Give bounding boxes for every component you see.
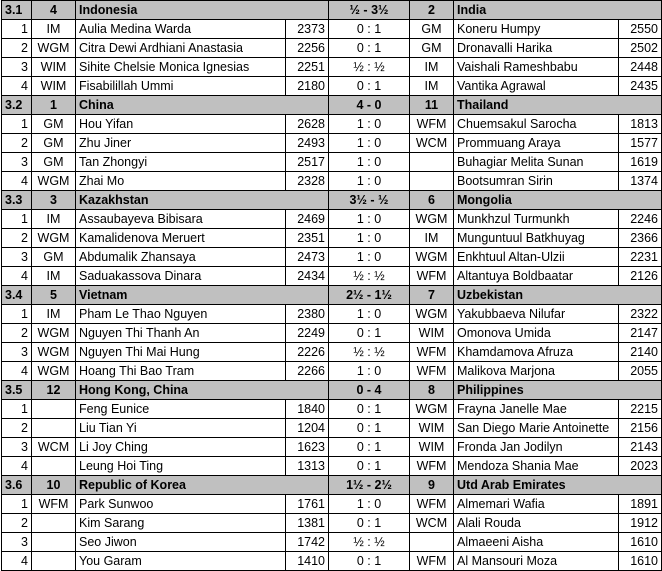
player1-name: Pham Le Thao Nguyen bbox=[76, 305, 286, 324]
table-row bbox=[2, 400, 662, 419]
board-number: 1 bbox=[2, 210, 32, 229]
match-number: 3.1 bbox=[2, 1, 32, 20]
team2-rank: 11 bbox=[410, 96, 454, 115]
player1-title: WGM bbox=[32, 362, 76, 381]
player2-rating: 2550 bbox=[619, 20, 662, 39]
game-result: 0 : 1 bbox=[329, 77, 410, 96]
player1-name: Seo Jiwon bbox=[76, 533, 286, 552]
table-row bbox=[2, 172, 662, 191]
team1-name: Indonesia bbox=[76, 1, 329, 20]
player2-title: WGM bbox=[410, 248, 454, 267]
player1-name: Leung Hoi Ting bbox=[76, 457, 286, 476]
player1-rating: 1840 bbox=[286, 400, 329, 419]
player2-title: WGM bbox=[410, 210, 454, 229]
player2-name: Buhagiar Melita Sunan bbox=[454, 153, 619, 172]
player1-name: Park Sunwoo bbox=[76, 495, 286, 514]
player1-name: Assaubayeva Bibisara bbox=[76, 210, 286, 229]
board-number: 4 bbox=[2, 552, 32, 571]
player2-title: WCM bbox=[410, 514, 454, 533]
player1-rating: 2226 bbox=[286, 343, 329, 362]
player1-rating: 2251 bbox=[286, 58, 329, 77]
player2-title: GM bbox=[410, 20, 454, 39]
team1-rank: 5 bbox=[32, 286, 76, 305]
team2-name: India bbox=[454, 1, 662, 20]
table-row bbox=[2, 533, 662, 552]
player2-rating: 1912 bbox=[619, 514, 662, 533]
board-number: 4 bbox=[2, 457, 32, 476]
player2-rating: 1891 bbox=[619, 495, 662, 514]
player1-title: WGM bbox=[32, 39, 76, 58]
player1-rating: 1410 bbox=[286, 552, 329, 571]
player1-rating: 2328 bbox=[286, 172, 329, 191]
team2-rank: 9 bbox=[410, 476, 454, 495]
player2-name: Omonova Umida bbox=[454, 324, 619, 343]
game-result: 1 : 0 bbox=[329, 172, 410, 191]
team1-name: Hong Kong, China bbox=[76, 381, 329, 400]
player2-rating: 1610 bbox=[619, 533, 662, 552]
player1-rating: 2434 bbox=[286, 267, 329, 286]
player1-name: Kim Sarang bbox=[76, 514, 286, 533]
board-number: 2 bbox=[2, 419, 32, 438]
table-row bbox=[2, 362, 662, 381]
game-result: 0 : 1 bbox=[329, 419, 410, 438]
player1-rating: 2256 bbox=[286, 39, 329, 58]
game-result: 1 : 0 bbox=[329, 134, 410, 153]
player1-name: Abdumalik Zhansaya bbox=[76, 248, 286, 267]
team1-name: Vietnam bbox=[76, 286, 329, 305]
player1-title: GM bbox=[32, 134, 76, 153]
team1-name: Kazakhstan bbox=[76, 191, 329, 210]
board-number: 3 bbox=[2, 58, 32, 77]
team2-name: Utd Arab Emirates bbox=[454, 476, 662, 495]
board-number: 1 bbox=[2, 400, 32, 419]
player1-rating: 2628 bbox=[286, 115, 329, 134]
team2-rank: 8 bbox=[410, 381, 454, 400]
player2-title: WFM bbox=[410, 495, 454, 514]
board-number: 1 bbox=[2, 115, 32, 134]
player2-title: WFM bbox=[410, 552, 454, 571]
team2-rank: 2 bbox=[410, 1, 454, 20]
pairings-table bbox=[1, 0, 662, 571]
player2-title: GM bbox=[410, 39, 454, 58]
player2-name: Koneru Humpy bbox=[454, 20, 619, 39]
pairings-body bbox=[2, 1, 662, 571]
player2-title bbox=[410, 153, 454, 172]
match-score: 0 - 4 bbox=[329, 381, 410, 400]
player1-title: WGM bbox=[32, 324, 76, 343]
player2-name: San Diego Marie Antoinette bbox=[454, 419, 619, 438]
player2-rating: 1813 bbox=[619, 115, 662, 134]
match-header-row bbox=[2, 286, 662, 305]
team2-name: Philippines bbox=[454, 381, 662, 400]
board-number: 2 bbox=[2, 514, 32, 533]
game-result: ½ : ½ bbox=[329, 267, 410, 286]
match-score: 2½ - 1½ bbox=[329, 286, 410, 305]
player1-name: Fisabilillah Ummi bbox=[76, 77, 286, 96]
game-result: 0 : 1 bbox=[329, 400, 410, 419]
board-number: 2 bbox=[2, 39, 32, 58]
player1-name: Liu Tian Yi bbox=[76, 419, 286, 438]
board-number: 1 bbox=[2, 495, 32, 514]
player1-name: Kamalidenova Meruert bbox=[76, 229, 286, 248]
table-row bbox=[2, 210, 662, 229]
player1-title bbox=[32, 533, 76, 552]
player2-name: Almemari Wafia bbox=[454, 495, 619, 514]
player1-title: GM bbox=[32, 248, 76, 267]
player1-rating: 1381 bbox=[286, 514, 329, 533]
match-header-row bbox=[2, 96, 662, 115]
player1-rating: 1623 bbox=[286, 438, 329, 457]
player2-title: WCM bbox=[410, 134, 454, 153]
player1-title: IM bbox=[32, 267, 76, 286]
player2-rating: 2147 bbox=[619, 324, 662, 343]
board-number: 1 bbox=[2, 305, 32, 324]
table-row bbox=[2, 419, 662, 438]
player2-rating: 1610 bbox=[619, 552, 662, 571]
game-result: 1 : 0 bbox=[329, 248, 410, 267]
table-row bbox=[2, 229, 662, 248]
match-number: 3.3 bbox=[2, 191, 32, 210]
player2-name: Mendoza Shania Mae bbox=[454, 457, 619, 476]
player1-name: Nguyen Thi Mai Hung bbox=[76, 343, 286, 362]
player2-rating: 2435 bbox=[619, 77, 662, 96]
table-row bbox=[2, 115, 662, 134]
player2-name: Almaeeni Aisha bbox=[454, 533, 619, 552]
player1-rating: 2266 bbox=[286, 362, 329, 381]
player1-title bbox=[32, 514, 76, 533]
player1-name: You Garam bbox=[76, 552, 286, 571]
player2-name: Fronda Jan Jodilyn bbox=[454, 438, 619, 457]
player2-rating: 2140 bbox=[619, 343, 662, 362]
match-score: 1½ - 2½ bbox=[329, 476, 410, 495]
team1-rank: 4 bbox=[32, 1, 76, 20]
team1-name: Republic of Korea bbox=[76, 476, 329, 495]
board-number: 3 bbox=[2, 343, 32, 362]
team1-rank: 12 bbox=[32, 381, 76, 400]
player2-name: Malikova Marjona bbox=[454, 362, 619, 381]
player2-title: WIM bbox=[410, 419, 454, 438]
game-result: 1 : 0 bbox=[329, 210, 410, 229]
player2-title: WFM bbox=[410, 362, 454, 381]
player1-name: Hou Yifan bbox=[76, 115, 286, 134]
board-number: 3 bbox=[2, 533, 32, 552]
game-result: 1 : 0 bbox=[329, 305, 410, 324]
player2-rating: 2126 bbox=[619, 267, 662, 286]
game-result: 1 : 0 bbox=[329, 229, 410, 248]
game-result: ½ : ½ bbox=[329, 343, 410, 362]
player1-title: IM bbox=[32, 210, 76, 229]
player2-title: IM bbox=[410, 77, 454, 96]
board-number: 2 bbox=[2, 134, 32, 153]
player2-title bbox=[410, 533, 454, 552]
player1-name: Li Joy Ching bbox=[76, 438, 286, 457]
player1-title: GM bbox=[32, 115, 76, 134]
game-result: 1 : 0 bbox=[329, 153, 410, 172]
team2-name: Thailand bbox=[454, 96, 662, 115]
player2-title: IM bbox=[410, 229, 454, 248]
match-score: ½ - 3½ bbox=[329, 1, 410, 20]
game-result: 1 : 0 bbox=[329, 115, 410, 134]
player2-rating: 2215 bbox=[619, 400, 662, 419]
player1-rating: 1204 bbox=[286, 419, 329, 438]
table-row bbox=[2, 77, 662, 96]
player2-rating: 2231 bbox=[619, 248, 662, 267]
player2-rating: 1619 bbox=[619, 153, 662, 172]
game-result: ½ : ½ bbox=[329, 533, 410, 552]
team1-rank: 1 bbox=[32, 96, 76, 115]
match-header-row bbox=[2, 476, 662, 495]
match-header-row bbox=[2, 381, 662, 400]
board-number: 4 bbox=[2, 362, 32, 381]
game-result: 0 : 1 bbox=[329, 438, 410, 457]
board-number: 3 bbox=[2, 248, 32, 267]
player1-title: WIM bbox=[32, 58, 76, 77]
player1-rating: 2469 bbox=[286, 210, 329, 229]
table-row bbox=[2, 20, 662, 39]
table-row bbox=[2, 438, 662, 457]
player2-name: Khamdamova Afruza bbox=[454, 343, 619, 362]
player2-title: IM bbox=[410, 58, 454, 77]
player2-rating: 2502 bbox=[619, 39, 662, 58]
player2-name: Alali Rouda bbox=[454, 514, 619, 533]
player1-name: Hoang Thi Bao Tram bbox=[76, 362, 286, 381]
player2-name: Yakubbaeva Nilufar bbox=[454, 305, 619, 324]
match-score: 4 - 0 bbox=[329, 96, 410, 115]
game-result: 0 : 1 bbox=[329, 20, 410, 39]
player2-rating: 2366 bbox=[619, 229, 662, 248]
player1-name: Aulia Medina Warda bbox=[76, 20, 286, 39]
team1-name: China bbox=[76, 96, 329, 115]
player2-rating: 2448 bbox=[619, 58, 662, 77]
player2-rating: 2156 bbox=[619, 419, 662, 438]
match-header-row bbox=[2, 191, 662, 210]
player2-name: Prommuang Araya bbox=[454, 134, 619, 153]
player1-title bbox=[32, 400, 76, 419]
team1-rank: 3 bbox=[32, 191, 76, 210]
player2-name: Munguntuul Batkhuyag bbox=[454, 229, 619, 248]
table-row bbox=[2, 514, 662, 533]
player1-rating: 2517 bbox=[286, 153, 329, 172]
player1-title: WIM bbox=[32, 77, 76, 96]
match-number: 3.4 bbox=[2, 286, 32, 305]
player1-rating: 2351 bbox=[286, 229, 329, 248]
player2-name: Vaishali Rameshbabu bbox=[454, 58, 619, 77]
player1-title: WGM bbox=[32, 172, 76, 191]
table-row bbox=[2, 324, 662, 343]
player1-title: WFM bbox=[32, 495, 76, 514]
player1-title: WGM bbox=[32, 229, 76, 248]
player1-name: Sihite Chelsie Monica Ignesias bbox=[76, 58, 286, 77]
table-row bbox=[2, 248, 662, 267]
player1-title: IM bbox=[32, 20, 76, 39]
team2-name: Mongolia bbox=[454, 191, 662, 210]
table-row bbox=[2, 552, 662, 571]
player1-name: Zhai Mo bbox=[76, 172, 286, 191]
player2-title: WIM bbox=[410, 324, 454, 343]
board-number: 2 bbox=[2, 324, 32, 343]
board-number: 2 bbox=[2, 229, 32, 248]
player1-name: Tan Zhongyi bbox=[76, 153, 286, 172]
table-row bbox=[2, 457, 662, 476]
table-row bbox=[2, 267, 662, 286]
board-number: 4 bbox=[2, 267, 32, 286]
player1-title bbox=[32, 552, 76, 571]
player1-rating: 2493 bbox=[286, 134, 329, 153]
player2-name: Enkhtuul Altan-Ulzii bbox=[454, 248, 619, 267]
board-number: 4 bbox=[2, 77, 32, 96]
player2-name: Chuemsakul Sarocha bbox=[454, 115, 619, 134]
player1-rating: 2373 bbox=[286, 20, 329, 39]
player2-title: WFM bbox=[410, 115, 454, 134]
player2-name: Al Mansouri Moza bbox=[454, 552, 619, 571]
team2-rank: 7 bbox=[410, 286, 454, 305]
table-row bbox=[2, 39, 662, 58]
player1-rating: 2473 bbox=[286, 248, 329, 267]
player2-name: Vantika Agrawal bbox=[454, 77, 619, 96]
player1-name: Citra Dewi Ardhiani Anastasia bbox=[76, 39, 286, 58]
player2-name: Frayna Janelle Mae bbox=[454, 400, 619, 419]
player1-title: IM bbox=[32, 305, 76, 324]
player2-rating: 2246 bbox=[619, 210, 662, 229]
player1-title: WGM bbox=[32, 343, 76, 362]
player2-name: Dronavalli Harika bbox=[454, 39, 619, 58]
player2-rating: 1374 bbox=[619, 172, 662, 191]
player2-name: Munkhzul Turmunkh bbox=[454, 210, 619, 229]
player1-title bbox=[32, 419, 76, 438]
player1-rating: 1313 bbox=[286, 457, 329, 476]
match-number: 3.2 bbox=[2, 96, 32, 115]
match-header-row bbox=[2, 1, 662, 20]
game-result: 0 : 1 bbox=[329, 324, 410, 343]
board-number: 3 bbox=[2, 153, 32, 172]
game-result: 0 : 1 bbox=[329, 552, 410, 571]
game-result: 1 : 0 bbox=[329, 362, 410, 381]
player2-title: WIM bbox=[410, 438, 454, 457]
table-row bbox=[2, 343, 662, 362]
match-score: 3½ - ½ bbox=[329, 191, 410, 210]
table-row bbox=[2, 134, 662, 153]
player1-name: Saduakassova Dinara bbox=[76, 267, 286, 286]
team2-rank: 6 bbox=[410, 191, 454, 210]
board-number: 4 bbox=[2, 172, 32, 191]
table-row bbox=[2, 495, 662, 514]
player2-title: WFM bbox=[410, 267, 454, 286]
player1-title bbox=[32, 457, 76, 476]
table-row bbox=[2, 153, 662, 172]
player2-name: Altantuya Boldbaatar bbox=[454, 267, 619, 286]
player1-title: WCM bbox=[32, 438, 76, 457]
game-result: ½ : ½ bbox=[329, 58, 410, 77]
game-result: 0 : 1 bbox=[329, 514, 410, 533]
player1-rating: 2380 bbox=[286, 305, 329, 324]
table-row bbox=[2, 58, 662, 77]
game-result: 0 : 1 bbox=[329, 39, 410, 58]
player2-name: Bootsumran Sirin bbox=[454, 172, 619, 191]
player2-rating: 2322 bbox=[619, 305, 662, 324]
player2-title: WGM bbox=[410, 400, 454, 419]
game-result: 0 : 1 bbox=[329, 457, 410, 476]
player1-rating: 2180 bbox=[286, 77, 329, 96]
player2-title: WFM bbox=[410, 457, 454, 476]
table-row bbox=[2, 305, 662, 324]
player1-title: GM bbox=[32, 153, 76, 172]
player2-title bbox=[410, 172, 454, 191]
player2-rating: 2143 bbox=[619, 438, 662, 457]
player2-rating: 1577 bbox=[619, 134, 662, 153]
player1-rating: 1761 bbox=[286, 495, 329, 514]
team1-rank: 10 bbox=[32, 476, 76, 495]
player2-title: WFM bbox=[410, 343, 454, 362]
player2-title: WGM bbox=[410, 305, 454, 324]
player1-name: Zhu Jiner bbox=[76, 134, 286, 153]
player1-name: Feng Eunice bbox=[76, 400, 286, 419]
player1-name: Nguyen Thi Thanh An bbox=[76, 324, 286, 343]
player1-rating: 2249 bbox=[286, 324, 329, 343]
team2-name: Uzbekistan bbox=[454, 286, 662, 305]
player2-rating: 2023 bbox=[619, 457, 662, 476]
player1-rating: 1742 bbox=[286, 533, 329, 552]
board-number: 1 bbox=[2, 20, 32, 39]
game-result: 1 : 0 bbox=[329, 495, 410, 514]
match-number: 3.6 bbox=[2, 476, 32, 495]
player2-rating: 2055 bbox=[619, 362, 662, 381]
match-number: 3.5 bbox=[2, 381, 32, 400]
board-number: 3 bbox=[2, 438, 32, 457]
